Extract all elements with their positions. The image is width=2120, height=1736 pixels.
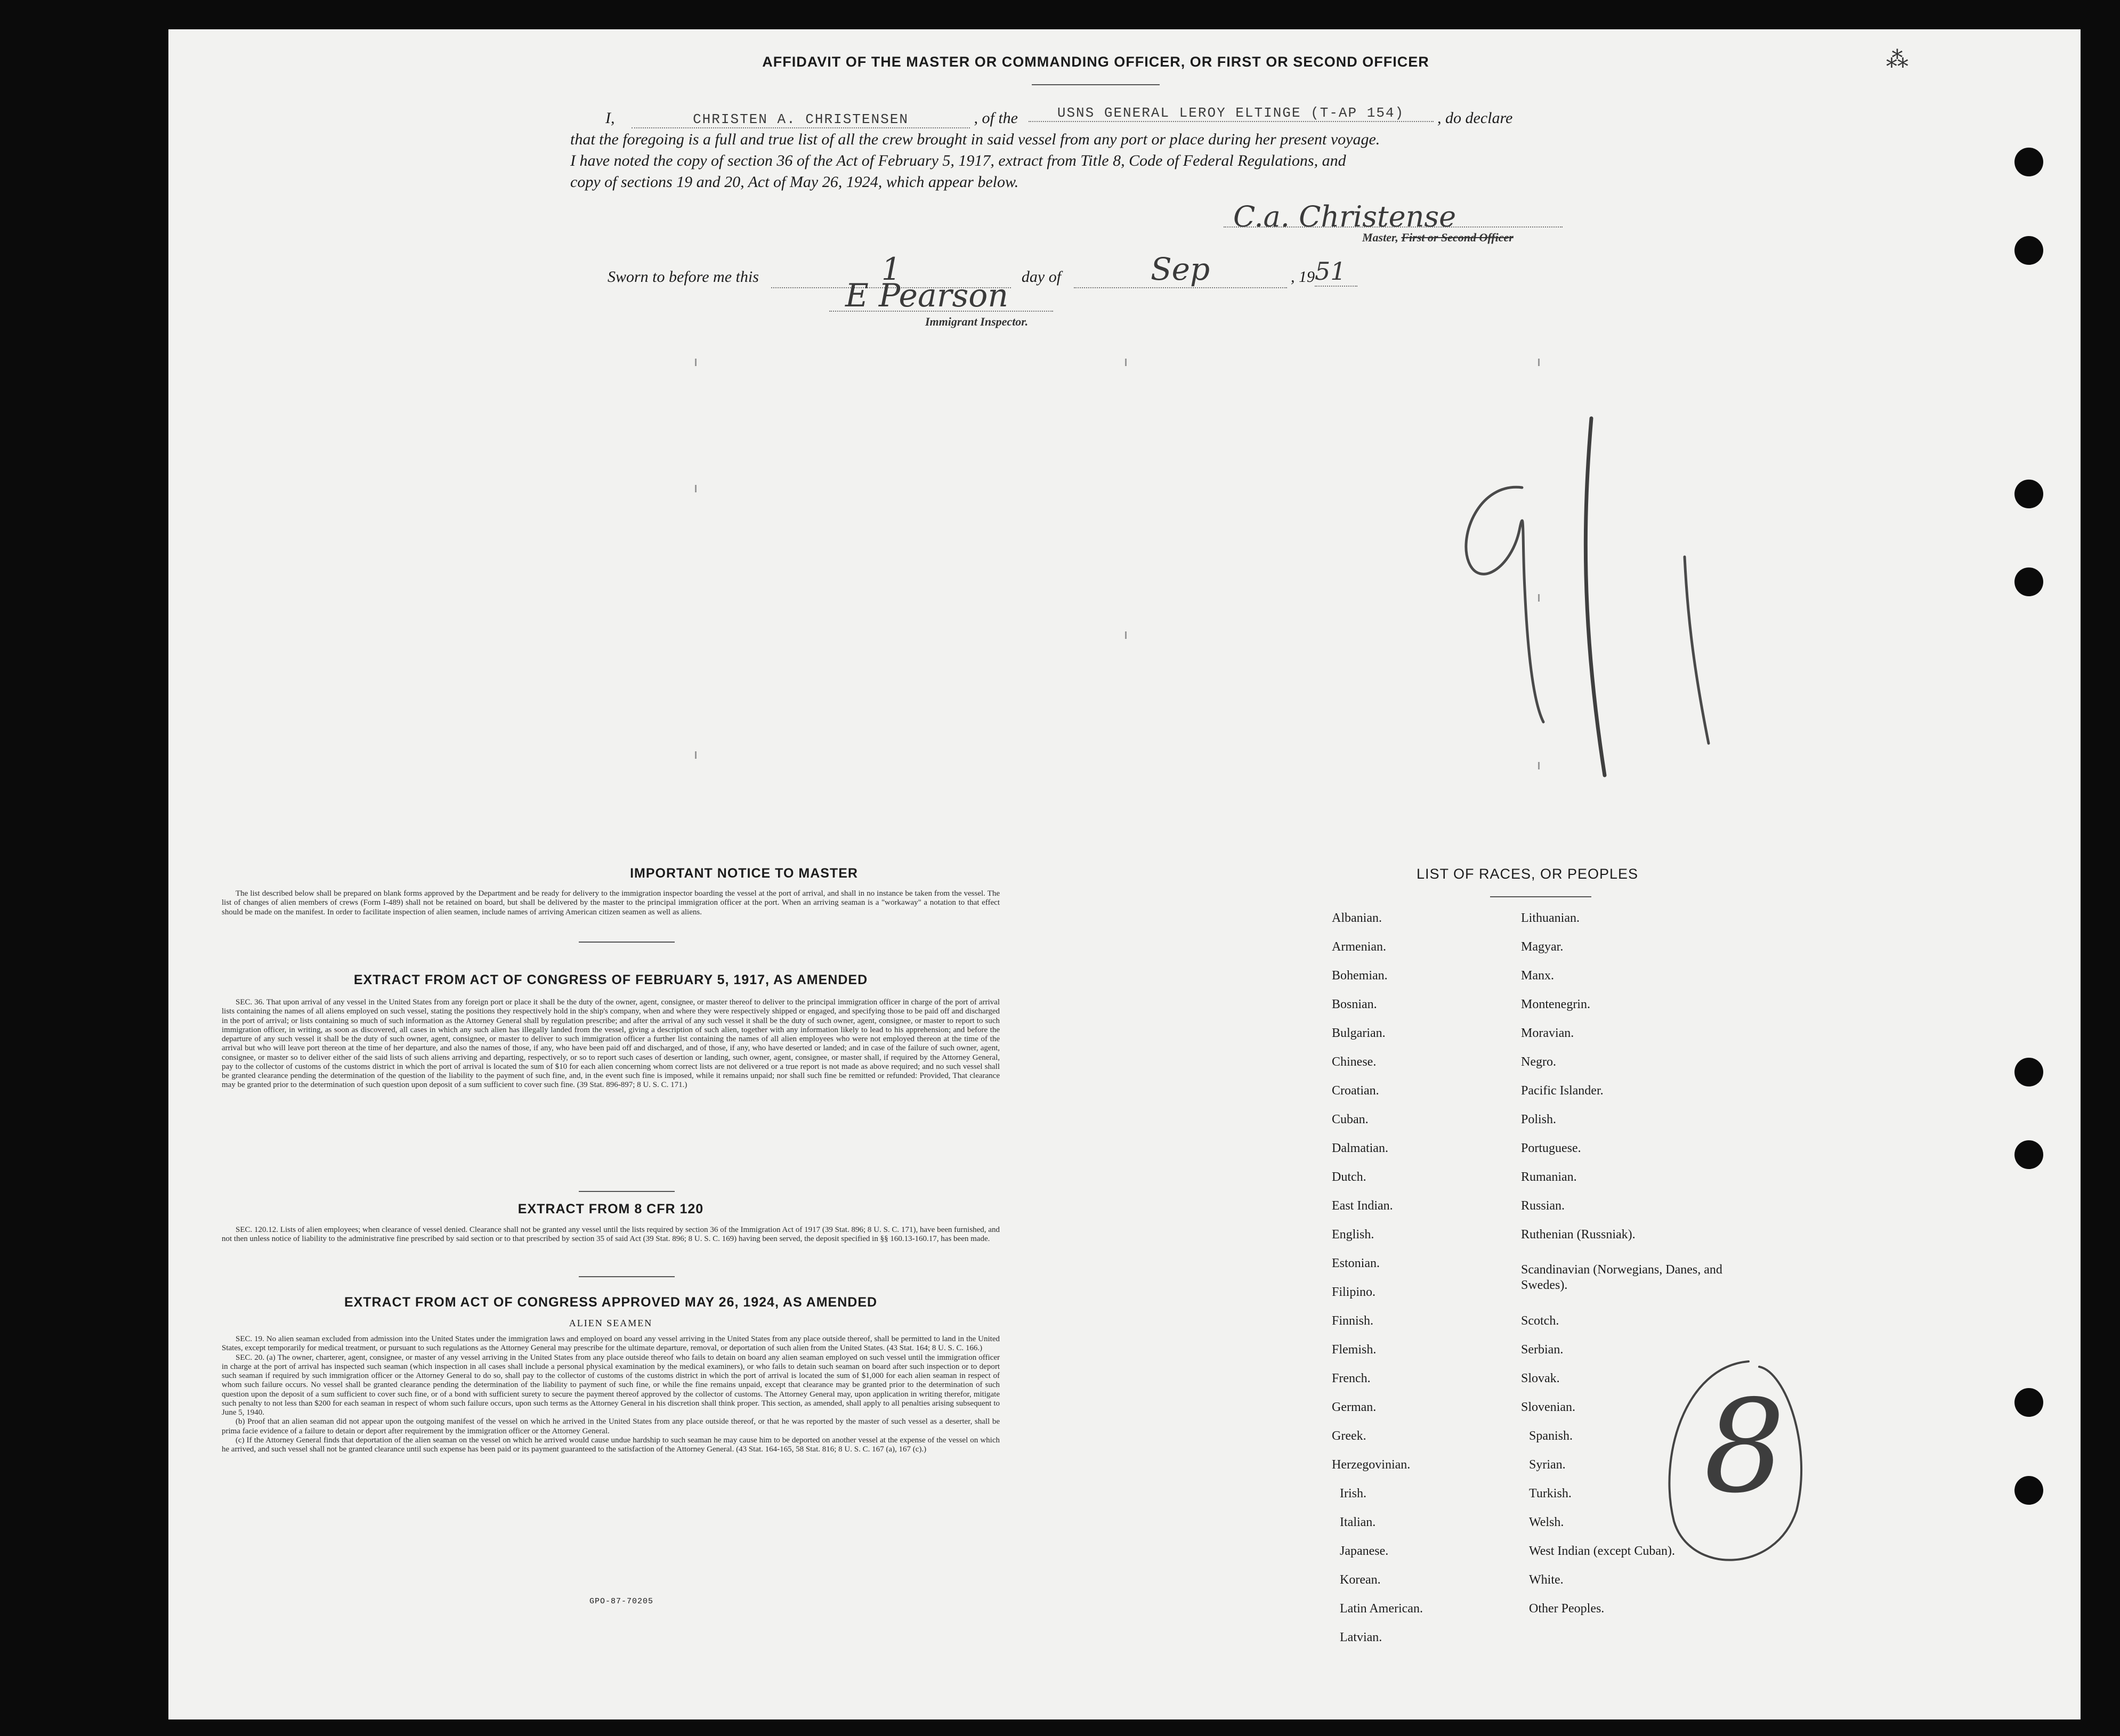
punch-hole: [2014, 1476, 2043, 1505]
race-entry: Negro.: [1521, 1055, 1556, 1069]
race-entry: Russian.: [1521, 1199, 1565, 1213]
extract-1917-title: EXTRACT FROM ACT OF CONGRESS OF FEBRUARY 5, 1917, AS AMENDED: [353, 972, 868, 987]
vessel-name-field: [1029, 103, 1434, 122]
year-field: [1315, 257, 1357, 287]
race-entry: Latvian.: [1340, 1630, 1382, 1644]
master-signature-line: [1224, 226, 1563, 228]
punch-hole: [2014, 1388, 2043, 1417]
punch-hole: [2014, 1058, 2043, 1086]
sec-20b-paragraph: (b) Proof that an alien seaman did not appear upon the outgoing manifest of the vessel on which he arrived in the United States from any place outside thereof, or that he was reported by the master of such vessel as a deserter, shall be prima facie evidence of a failure to detain or deport after requirement by the immigration officer or the Attorney General.: [222, 1417, 1000, 1435]
race-entry: Serbian.: [1521, 1343, 1564, 1357]
race-entry: Dalmatian.: [1332, 1141, 1388, 1155]
inspector-signature-line: [829, 311, 1053, 312]
race-entry: Greek.: [1332, 1429, 1366, 1443]
race-entry: French.: [1332, 1372, 1371, 1385]
handwritten-large-mark: [1421, 397, 1741, 802]
race-entry: Dutch.: [1332, 1170, 1366, 1184]
race-entry: Scotch.: [1521, 1314, 1559, 1328]
sworn-month-field: [1074, 251, 1287, 288]
extract-1924-subtitle: ALIEN SEAMEN: [569, 1318, 653, 1328]
extract-cfr-title: EXTRACT FROM 8 CFR 120: [517, 1202, 704, 1216]
extract-1924-title: EXTRACT FROM ACT OF CONGRESS APPROVED MAY 26, 1924, AS AMENDED: [344, 1295, 878, 1310]
sworn-month: Sep: [1150, 251, 1210, 287]
race-entry: East Indian.: [1332, 1199, 1393, 1213]
races-title-rule: [1490, 896, 1591, 897]
master-caption: [1362, 231, 1514, 245]
column-guide-mark: [1538, 359, 1540, 366]
master-signature: C.a. Christense: [1233, 200, 1457, 233]
race-entry: Magyar.: [1521, 940, 1564, 954]
section-rule: [579, 1276, 675, 1277]
race-entry: Portuguese.: [1521, 1141, 1581, 1155]
punch-hole: [2014, 567, 2043, 596]
day-of-label: day of: [1021, 268, 1062, 286]
sec-20a-paragraph: SEC. 20. (a) The owner, charterer, agent, consignee, or master of any vessel arriving in the United States from any place outside thereof who fails to detain on board any alien seaman employed on such vessel until the immigration officer in charge at the port of arrival has inspected such seaman (which inspection in all cases shall include a personal physical examination by the medical examiners), or who fails to detain such seaman on board after such inspection or to deport such seaman if required by such immigration officer or the Attorney General to do so, shall pay to the collector of customs of the customs district in which the port of arrival is located the sum of $1,000 for each alien seaman in respect of whom such failure occurs. No vessel shall be granted clearance pending the determination of the liability to payment of such fine, or while the fine remains unpaid, except that clearance may be granted prior to the determination of such question upon the deposit of a sum sufficient to cover such fine, or of a bond with sufficient surety to secure the payment thereof approved by the collector of customs. The Attorney General may, upon application in writing therefor, mitigate such penalty to not less than $200 for each seaman in respect of whom such failure occurs, upon such terms as the Attorney General in his discretion shall think proper. This section, as amended, shall apply to all penalties arising subsequent to June 5, 1940.: [222, 1353, 1000, 1417]
race-entry: White.: [1529, 1573, 1564, 1587]
punch-hole: [2014, 236, 2043, 265]
race-entry: Finnish.: [1332, 1314, 1374, 1328]
race-entry: Slovak.: [1521, 1372, 1560, 1385]
sworn-day: 1: [881, 251, 901, 287]
corner-star-mark: ⁂: [1886, 48, 1909, 72]
struck-officer-title: First or Second Officer: [1401, 231, 1514, 244]
race-entry: Bohemian.: [1332, 969, 1388, 983]
affidavit-title: AFFIDAVIT OF THE MASTER OR COMMANDING OFFICER, OR FIRST OR SECOND OFFICER: [762, 54, 1429, 70]
race-entry: Flemish.: [1332, 1343, 1377, 1357]
section-rule: [579, 942, 675, 943]
sec-20c-paragraph: (c) If the Attorney General finds that deportation of the alien seaman on the vessel on which he arrived would cause undue hardship to such seaman he may cause him to be deported on another vessel at the expense of the vessel on which he arrived, and such vessel shall not be granted clearance until such expense has been paid or its payment guaranteed to the satisfaction of the Attorney General. (43 Stat. 164-165, 58 Stat. 816; 8 U. S. C. 167 (a), 167 (c).): [222, 1435, 1000, 1454]
race-entry: Rumanian.: [1521, 1170, 1577, 1184]
race-entry: Ruthenian (Russniak).: [1521, 1228, 1636, 1242]
column-guide-mark: [695, 751, 697, 759]
race-entry: Pacific Islander.: [1521, 1084, 1604, 1098]
affidavit-body-line-1: that the foregoing is a full and true list of all the crew brought in said vessel from any port or place during her present voyage.: [570, 131, 1380, 148]
race-entry: West Indian (except Cuban).: [1529, 1544, 1675, 1558]
race-entry: Croatian.: [1332, 1084, 1379, 1098]
punch-hole: [2014, 148, 2043, 176]
race-entry: Filipino.: [1332, 1285, 1376, 1299]
master-caption-prefix: Master,: [1362, 231, 1402, 244]
inspector-signature: E Pearson: [845, 277, 1009, 314]
extract-1917-paragraph: SEC. 36. That upon arrival of any vessel in the United States from any foreign port or place it shall be the duty of the owner, agent, consignee, or master thereof to deliver to the principal immigration officer in charge of the port of arrival lists containing the names of all aliens employed on such vessel, stating the positions they respectively hold in the ship's company, when and where they were respectively shipped or engaged, and specifying those to be paid off and discharged in the port of arrival; or lists containing so much of such information as the Attorney General shall by regulation prescribe; and after the arrival of any such vessel it shall be the duty of such owner, agent, consignee, or master to report to such immigration officer, in writing, as soon as discovered, all cases in which any such alien has illegally landed from the vessel, giving a description of such alien, together with any information likely to lead to his apprehension; and before the departure of any such vessel it shall be the duty of such owner, agent, consignee, or master to deliver to such immigration officer a further list containing the names of all alien employees who were not employed thereon at the time of the arrival but who will leave port thereon at the time of her departure, and also the names of those, if any, who have been paid off and discharged, and of those, if any, who have deserted or landed; and in case of the failure of such owner, agent, consignee, or master so to deliver either of the said lists of such aliens arriving and departing, respectively, or so to report such cases of desertion or landing, such owner, agent, consignee, or master shall, if required by the Attorney General, pay to the collector of customs of the customs district in which the port of arrival is located the sum of $10 for each alien concerning whom correct lists are not delivered or a true report is not made as above required; and no such vessel shall be granted clearance pending the determination of the question of the liability to the payment of such fine, and, in the event such fine is imposed, while it remains unpaid; nor shall such fine be remitted or refunded: Provided, That clearance may be granted prior to the determination of such question upon deposit of a sum sufficient to cover such fine. (39 Stat. 896-897; 8 U. S. C. 171.): [222, 998, 1000, 1090]
race-entry: Turkish.: [1529, 1487, 1572, 1500]
inspector-caption: Immigrant Inspector.: [925, 315, 1029, 328]
race-entry: Irish.: [1340, 1487, 1366, 1500]
race-entry: Albanian.: [1332, 911, 1382, 925]
race-entry: Bulgarian.: [1332, 1026, 1386, 1040]
race-entry: Korean.: [1340, 1573, 1381, 1587]
race-entry: Italian.: [1340, 1515, 1376, 1529]
race-entry: Japanese.: [1340, 1544, 1389, 1558]
sec-19-paragraph: SEC. 19. No alien seaman excluded from admission into the United States under the immigration laws and employed on board any vessel arriving in the United States from any place outside thereof, shall be permitted to land in the United States, except temporarily for medical treatment, or pursuant to such regulations as the Attorney General may prescribe for the ultimate departure, removal, or deportation of such alien from the United States. (43 Stat. 164; 8 U. S. C. 166.): [222, 1335, 1000, 1353]
race-entry: Armenian.: [1332, 940, 1386, 954]
column-guide-mark: [1125, 359, 1127, 366]
column-guide-mark: [1125, 631, 1127, 639]
race-entry: Other Peoples.: [1529, 1602, 1605, 1616]
notice-body: [222, 889, 1000, 917]
race-entry: German.: [1332, 1400, 1377, 1414]
extract-1924-body: [222, 1335, 1000, 1454]
affidavit-declaration-line: [605, 105, 1513, 128]
year-prefix: , 19: [1291, 268, 1315, 286]
of-the-label: , of the: [974, 109, 1018, 127]
large-mark-strokes: [1421, 397, 1741, 802]
extract-cfr-body: [222, 1226, 1000, 1244]
column-guide-mark: [695, 359, 697, 366]
manifest-page: [168, 29, 2081, 1719]
race-entry: Latin American.: [1340, 1602, 1423, 1616]
race-entry: Welsh.: [1529, 1515, 1564, 1529]
section-rule: [579, 1191, 675, 1192]
punch-hole: [2014, 1140, 2043, 1169]
affidavit-body-line-3: copy of sections 19 and 20, Act of May 26, 1924, which appear below.: [570, 173, 1019, 191]
race-entry: Polish.: [1521, 1113, 1557, 1126]
notice-title: IMPORTANT NOTICE TO MASTER: [630, 866, 858, 881]
i-label: I,: [605, 109, 615, 127]
circled-mark: [1653, 1351, 1807, 1575]
year-suffix: 51: [1315, 257, 1346, 286]
races-title: LIST OF RACES, OR PEOPLES: [1416, 866, 1639, 882]
column-guide-mark: [695, 485, 697, 492]
officer-name-field: [632, 109, 970, 128]
race-entry: English.: [1332, 1228, 1374, 1242]
form-code: GPO-87-70205: [589, 1597, 654, 1606]
officer-name: CHRISTEN A. CHRISTENSEN: [693, 111, 909, 127]
race-entry: Manx.: [1521, 969, 1554, 983]
race-entry: Moravian.: [1521, 1026, 1574, 1040]
extract-1917-body: [222, 998, 1000, 1090]
race-entry: Herzegovinian.: [1332, 1458, 1411, 1472]
declare-label: , do declare: [1437, 109, 1513, 127]
race-entry: Chinese.: [1332, 1055, 1377, 1069]
extract-cfr-paragraph: SEC. 120.12. Lists of alien employees; when clearance of vessel denied. Clearance shall not be granted any vessel until the lists required by section 36 of the Immigration Act of 1917 (39 Stat. 896; 8 U. S. C. 171), have been furnished, and not then unless notice of liability to the administrative fine prescribed by said section or to that prescribed by section 35 of said Act (39 Stat. 896; 8 U. S. C. 169) having been served, the deposit specified in §§ 160.13-160.17, has been made.: [222, 1226, 1000, 1244]
race-entry: Montenegrin.: [1521, 997, 1590, 1011]
punch-hole: [2014, 480, 2043, 508]
race-entry-multiline: Scandinavian (Norwegians, Danes, and Swedes).: [1521, 1263, 1722, 1292]
race-entry: Lithuanian.: [1521, 911, 1580, 925]
affidavit-body-line-2: I have noted the copy of section 36 of the Act of February 5, 1917, extract from Title 8, Code of Federal Regulations, and: [570, 152, 1346, 169]
notice-paragraph: The list described below shall be prepared on blank forms approved by the Department and be ready for delivery to the immigration inspector boarding the vessel at the port of arrival, and shall in no instance be taken from the vessel. The list of changes of alien members of crews (Form I-489) shall not be retained on board, but shall be delivered by the master to the principal immigration officer at the port. When an arriving seaman is a "workaway" a notation to that effect should be made on the manifest. In order to facilitate inspection of alien seamen, include names of arriving American citizen seamen as well as aliens.: [222, 889, 1000, 916]
race-entry: Slovenian.: [1521, 1400, 1575, 1414]
race-entry: Spanish.: [1529, 1429, 1573, 1443]
race-entry: Bosnian.: [1332, 997, 1377, 1011]
circled-mark-text: 8: [1704, 1372, 1785, 1521]
vessel-name: USNS GENERAL LEROY ELTINGE (T-AP 154): [1057, 105, 1405, 121]
race-entry: Syrian.: [1529, 1458, 1566, 1472]
race-entry: Cuban.: [1332, 1113, 1369, 1126]
sworn-label: Sworn to before me this: [608, 268, 759, 286]
race-entry: Estonian.: [1332, 1256, 1380, 1270]
title-rule: [1032, 84, 1160, 85]
